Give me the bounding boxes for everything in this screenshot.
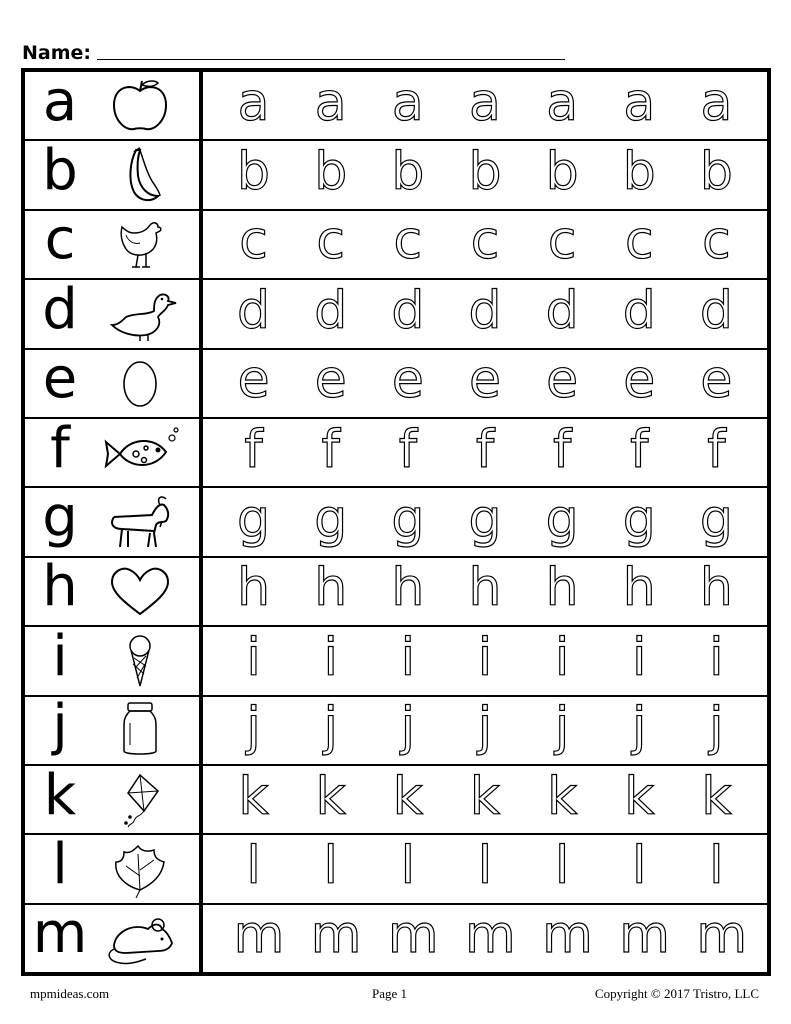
dotted-trace-letter: l: [632, 835, 647, 896]
letter-row-b: [25, 138, 767, 210]
tracing-worksheet: [21, 68, 771, 976]
letter-row-j: [25, 693, 767, 766]
dotted-trace-letter: g: [314, 489, 348, 550]
dotted-trace-letter: j: [400, 697, 416, 758]
dotted-trace-letter: i: [246, 627, 261, 688]
row-reference-cell: [25, 762, 203, 833]
dotted-trace-letter: f: [707, 419, 726, 480]
tracing-area[interactable]: [203, 350, 767, 417]
dotted-trace-letter: m: [233, 905, 285, 966]
tracing-area[interactable]: [203, 488, 767, 555]
reference-letter: j: [52, 693, 68, 759]
dotted-trace-letter: m: [310, 905, 362, 966]
reference-letter: i: [52, 623, 68, 689]
dotted-trace-letter: d: [468, 280, 502, 341]
reference-letter: g: [42, 485, 78, 551]
dotted-trace-letter: b: [622, 142, 656, 203]
name-label: Name:: [22, 42, 92, 64]
dotted-trace-letter: g: [622, 489, 656, 550]
fish-icon: [95, 423, 185, 483]
row-reference-cell: [25, 276, 203, 347]
dotted-trace-letter: g: [468, 489, 502, 550]
name-field: [22, 36, 565, 64]
dotted-trace-letter: b: [468, 142, 502, 203]
dotted-trace-letter: l: [477, 835, 493, 896]
dotted-trace-letter: f: [475, 419, 495, 480]
dotted-trace-letter: k: [701, 766, 732, 827]
row-reference-cell: [25, 831, 203, 902]
dotted-trace-letter: k: [238, 766, 269, 827]
dotted-trace-letter: k: [624, 766, 655, 827]
tracing-area[interactable]: [203, 558, 767, 625]
dotted-trace-letter: d: [622, 280, 656, 341]
reference-letter: m: [32, 901, 88, 967]
row-reference-cell: [25, 554, 203, 625]
letter-row-f: [25, 415, 767, 488]
dotted-trace-letter: b: [314, 142, 348, 203]
duck-icon: [95, 284, 185, 344]
dotted-trace-letter: b: [545, 142, 579, 203]
chicken-icon: [95, 214, 185, 274]
dotted-trace-letter: m: [464, 905, 516, 966]
dotted-trace-letter: c: [624, 211, 654, 272]
dotted-trace-letter: e: [623, 350, 656, 411]
dotted-trace-letter: l: [709, 835, 724, 896]
dotted-trace-letter: i: [554, 627, 570, 688]
dotted-trace-letter: d: [391, 280, 425, 341]
dotted-trace-letter: h: [314, 558, 348, 619]
reference-letter: b: [42, 138, 78, 204]
tracing-area[interactable]: [203, 905, 767, 972]
dotted-trace-letter: a: [237, 72, 270, 133]
dotted-trace-letter: b: [237, 142, 271, 203]
row-reference-cell: [25, 415, 203, 486]
dotted-trace-letter: h: [622, 558, 656, 619]
dotted-trace-letter: d: [699, 280, 733, 341]
dotted-trace-letter: a: [314, 72, 347, 133]
letter-row-d: [25, 276, 767, 349]
dotted-trace-letter: b: [699, 142, 733, 203]
footer-copyright: Copyright © 2017 Tristro, LLC: [594, 986, 759, 1001]
dotted-trace-letter: m: [542, 905, 593, 966]
dotted-trace-letter: l: [554, 835, 570, 896]
dotted-trace-letter: e: [314, 350, 347, 411]
row-reference-cell: [25, 623, 203, 694]
footer-page-number: Page 1: [372, 986, 408, 1001]
letter-row-m: [25, 901, 767, 972]
dotted-trace-letter: g: [699, 489, 733, 550]
letter-row-g: [25, 485, 767, 557]
letter-row-i: [25, 623, 767, 696]
reference-letter: c: [44, 207, 76, 273]
dotted-trace-letter: l: [400, 835, 416, 896]
dotted-trace-letter: h: [699, 558, 733, 619]
dotted-trace-letter: c: [239, 211, 268, 272]
footer: [0, 986, 791, 1006]
dotted-trace-letter: a: [700, 72, 733, 133]
reference-letter: e: [42, 346, 78, 412]
tracing-area[interactable]: [203, 72, 767, 139]
dotted-trace-letter: i: [323, 627, 338, 688]
dotted-trace-letter: d: [237, 280, 271, 341]
dotted-trace-letter: f: [244, 419, 263, 480]
egg-icon: [95, 353, 185, 413]
dotted-trace-letter: a: [546, 72, 579, 133]
reference-letter: a: [42, 68, 78, 134]
mouse-icon: [95, 908, 185, 968]
dotted-trace-letter: e: [391, 350, 424, 411]
dotted-trace-letter: c: [316, 211, 345, 272]
tracing-area[interactable]: [203, 419, 767, 486]
letter-row-h: [25, 554, 767, 627]
letter-row-k: [25, 762, 767, 835]
row-reference-cell: [25, 693, 203, 764]
name-write-line: [97, 59, 565, 60]
dotted-trace-letter: j: [554, 697, 570, 758]
dotted-trace-letter: l: [246, 835, 261, 896]
dotted-trace-letter: j: [477, 697, 493, 758]
dotted-trace-letter: c: [393, 211, 423, 272]
tracing-area[interactable]: [203, 835, 767, 902]
dotted-trace-letter: f: [398, 419, 417, 480]
dotted-trace-letter: g: [391, 489, 425, 550]
letter-row-a: [25, 68, 767, 141]
dotted-trace-letter: c: [547, 211, 577, 272]
reference-letter: h: [42, 554, 78, 620]
dotted-trace-letter: i: [400, 627, 416, 688]
dotted-trace-letter: f: [552, 419, 572, 480]
dotted-trace-letter: k: [547, 766, 578, 827]
reference-letter: k: [43, 762, 77, 828]
kite-icon: [95, 770, 185, 830]
dotted-trace-letter: d: [314, 280, 348, 341]
letter-row-e: [25, 346, 767, 419]
jar-icon: [95, 700, 185, 760]
dotted-trace-letter: k: [315, 766, 346, 827]
dotted-trace-letter: k: [392, 766, 423, 827]
dotted-trace-letter: j: [246, 697, 261, 758]
dotted-trace-letter: e: [700, 350, 733, 411]
dotted-trace-letter: e: [468, 350, 501, 411]
dotted-trace-letter: a: [469, 72, 501, 133]
dotted-trace-letter: i: [477, 627, 493, 688]
tracing-area[interactable]: [203, 766, 767, 833]
tracing-area[interactable]: [203, 627, 767, 694]
dotted-trace-letter: l: [323, 835, 338, 896]
dotted-trace-letter: b: [391, 142, 425, 203]
dotted-trace-letter: i: [632, 627, 647, 688]
tracing-area[interactable]: [203, 697, 767, 764]
dotted-trace-letter: m: [619, 905, 670, 966]
dotted-trace-letter: j: [709, 697, 724, 758]
heart-icon: [95, 561, 185, 621]
row-reference-cell: [25, 346, 203, 417]
dotted-trace-letter: h: [545, 558, 579, 619]
dotted-trace-letter: i: [709, 627, 724, 688]
dotted-trace-letter: d: [545, 280, 579, 341]
dotted-trace-letter: f: [321, 419, 340, 480]
dotted-trace-letter: j: [323, 697, 338, 758]
goat-icon: [95, 492, 185, 552]
dotted-trace-letter: j: [632, 697, 647, 758]
dotted-trace-letter: h: [468, 558, 502, 619]
row-reference-cell: [25, 485, 203, 555]
tracing-area[interactable]: [203, 280, 767, 347]
dotted-trace-letter: a: [623, 72, 656, 133]
reference-letter: l: [52, 831, 68, 897]
dotted-trace-letter: g: [237, 489, 271, 550]
letter-row-l: [25, 831, 767, 904]
banana-icon: [95, 145, 185, 205]
dotted-trace-letter: m: [696, 905, 748, 966]
row-reference-cell: [25, 68, 203, 139]
dotted-trace-letter: m: [387, 905, 439, 966]
letter-row-c: [25, 207, 767, 280]
apple-icon: [95, 76, 185, 136]
dotted-trace-letter: k: [469, 766, 501, 827]
leaf-icon: [95, 839, 185, 899]
footer-website: mpmideas.com: [30, 986, 110, 1001]
dotted-trace-letter: f: [630, 419, 649, 480]
dotted-trace-letter: h: [237, 558, 271, 619]
row-reference-cell: [25, 138, 203, 208]
reference-letter: f: [50, 415, 70, 481]
dotted-trace-letter: a: [391, 72, 424, 133]
row-reference-cell: [25, 901, 203, 972]
row-reference-cell: [25, 207, 203, 278]
dotted-trace-letter: c: [702, 211, 731, 272]
tracing-area[interactable]: [203, 141, 767, 208]
dotted-trace-letter: c: [470, 211, 500, 272]
dotted-trace-letter: e: [546, 350, 579, 411]
ice-cream-icon: [95, 631, 185, 691]
tracing-area[interactable]: [203, 211, 767, 278]
dotted-trace-letter: e: [237, 350, 270, 411]
dotted-trace-letter: h: [391, 558, 425, 619]
reference-letter: d: [42, 276, 78, 342]
dotted-trace-letter: g: [545, 489, 579, 550]
